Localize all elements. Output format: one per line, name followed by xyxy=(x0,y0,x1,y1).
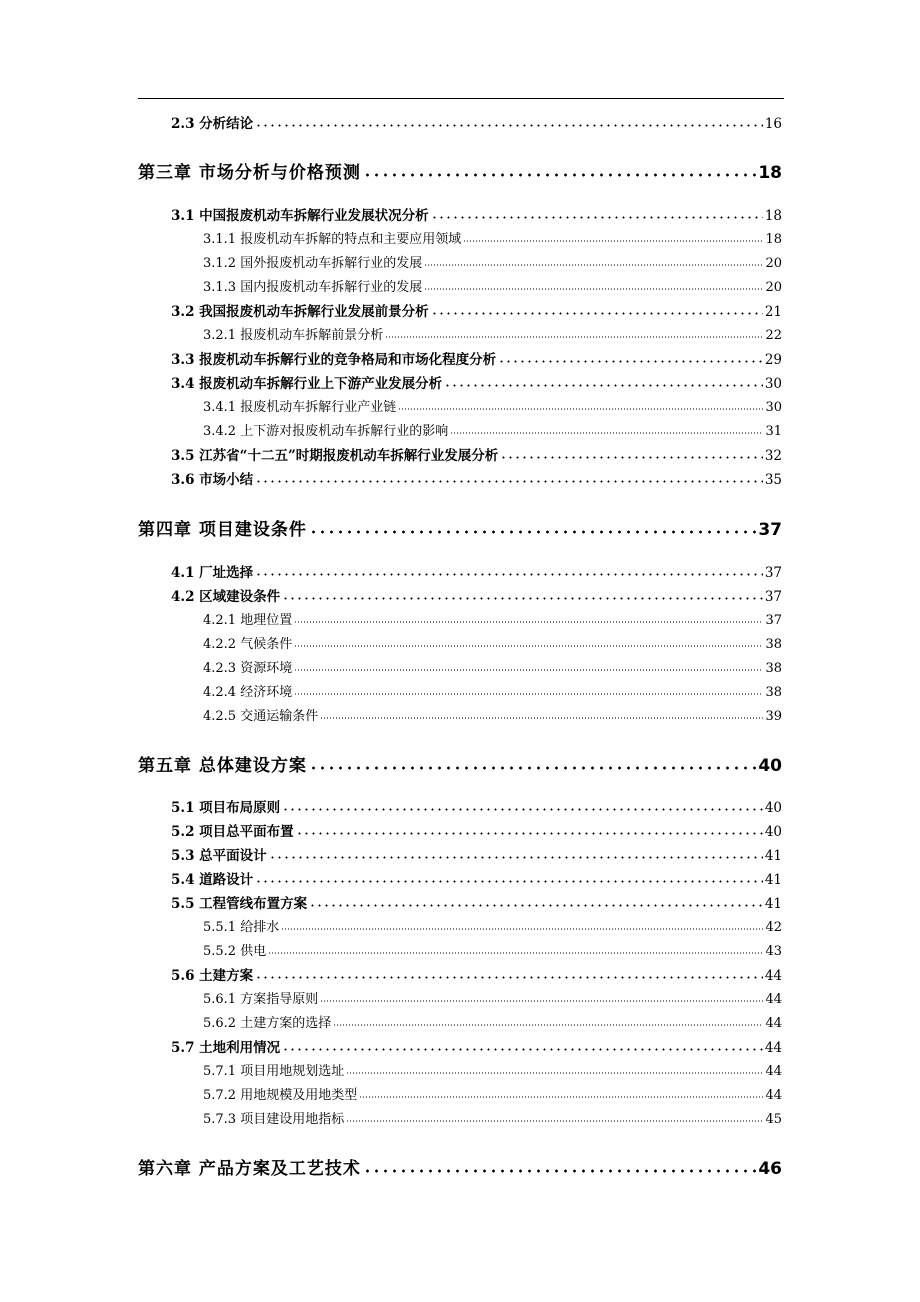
toc-entry-label: 5.7.1 项目用地规划选址 xyxy=(203,1064,345,1079)
toc-page-number: 38 xyxy=(765,661,782,676)
dot-leader xyxy=(268,952,763,954)
toc-section-entry[interactable] xyxy=(171,820,782,840)
toc-page-number: 44 xyxy=(765,1064,782,1079)
toc-page-number: 16 xyxy=(764,116,782,132)
dot-leader xyxy=(363,1169,756,1173)
toc-page-number: 32 xyxy=(764,448,782,464)
toc-entry-label: 5.5.1 给排水 xyxy=(203,920,280,935)
toc-page-number: 21 xyxy=(764,304,782,320)
toc-subsection-entry[interactable] xyxy=(203,1084,782,1103)
toc-page-number: 20 xyxy=(765,280,782,295)
toc-subsection-entry[interactable] xyxy=(203,609,782,628)
toc-section-entry[interactable] xyxy=(171,844,782,864)
toc-entry-label: 3.1.3 国内报废机动车拆解行业的发展 xyxy=(203,280,423,295)
dot-leader xyxy=(463,240,763,242)
dot-leader xyxy=(320,1000,763,1002)
toc-page-number: 38 xyxy=(765,637,782,652)
toc-page-number: 44 xyxy=(764,1040,782,1056)
toc-entry-label: 4.2.4 经济环境 xyxy=(203,685,293,700)
toc-section-entry[interactable] xyxy=(171,112,782,132)
toc-section-entry[interactable] xyxy=(171,348,782,368)
dot-leader xyxy=(500,456,763,459)
toc-section-entry[interactable] xyxy=(171,964,782,984)
toc-subsection-entry[interactable] xyxy=(203,705,782,724)
toc-entry-label: 4.2.1 地理位置 xyxy=(203,613,293,628)
toc-entry-label: 第六章 产品方案及工艺技术 xyxy=(138,1159,361,1179)
dot-leader xyxy=(255,880,763,883)
toc-page-number: 39 xyxy=(765,709,782,724)
toc-page-number: 45 xyxy=(765,1112,782,1127)
dot-leader xyxy=(385,336,763,338)
dot-leader xyxy=(498,360,763,363)
toc-page-number: 22 xyxy=(765,328,782,343)
toc-entry-label: 5.3 总平面设计 xyxy=(171,848,267,864)
toc-section-entry[interactable] xyxy=(171,204,782,224)
dot-leader xyxy=(431,312,763,315)
toc-subsection-entry[interactable] xyxy=(203,1012,782,1031)
toc-page-number: 20 xyxy=(765,256,782,271)
dot-leader xyxy=(309,530,756,534)
toc-entry-label: 3.2 我国报废机动车拆解行业发展前景分析 xyxy=(171,304,429,320)
toc-subsection-entry[interactable] xyxy=(203,228,782,247)
toc-subsection-entry[interactable] xyxy=(203,1060,782,1079)
toc-page-number: 41 xyxy=(764,848,782,864)
toc-entry-label: 2.3 分析结论 xyxy=(171,116,254,132)
toc-page-number: 40 xyxy=(764,824,782,840)
toc-entry-label: 4.2.2 气候条件 xyxy=(203,637,293,652)
toc-page-number: 41 xyxy=(764,896,782,912)
toc-entry-label: 4.2.3 资源环境 xyxy=(203,661,293,676)
dot-leader xyxy=(346,1120,763,1122)
toc-entry-label: 3.5 江苏省“十二五”时期报废机动车拆解行业发展分析 xyxy=(171,448,499,464)
toc-entry-label: 5.7 土地利用情况 xyxy=(171,1040,281,1056)
toc-chapter-entry[interactable] xyxy=(138,751,782,776)
toc-subsection-entry[interactable] xyxy=(203,324,782,343)
toc-entry-label: 4.2 区域建设条件 xyxy=(171,589,281,605)
toc-entry-label: 3.6 市场小结 xyxy=(171,472,254,488)
dot-leader xyxy=(363,173,756,177)
toc-subsection-entry[interactable] xyxy=(203,420,782,439)
dot-leader xyxy=(320,717,763,719)
dot-leader xyxy=(309,904,763,907)
toc-page-number: 37 xyxy=(764,589,782,605)
toc-section-entry[interactable] xyxy=(171,561,782,581)
toc-entry-label: 5.4 道路设计 xyxy=(171,872,254,888)
toc-section-entry[interactable] xyxy=(171,372,782,392)
toc-chapter-entry[interactable] xyxy=(138,158,782,183)
toc-page-number: 37 xyxy=(765,613,782,628)
toc-entry-label: 5.1 项目布局原则 xyxy=(171,800,281,816)
dot-leader xyxy=(294,693,763,695)
toc-page-number: 38 xyxy=(765,685,782,700)
header-rule xyxy=(138,98,784,99)
toc-section-entry[interactable] xyxy=(171,468,782,488)
toc-subsection-entry[interactable] xyxy=(203,396,782,415)
toc-entry-label: 5.6.1 方案指导原则 xyxy=(203,992,319,1007)
toc-subsection-entry[interactable] xyxy=(203,681,782,700)
toc-page-number: 44 xyxy=(765,1088,782,1103)
dot-leader xyxy=(424,288,763,290)
toc-subsection-entry[interactable] xyxy=(203,988,782,1007)
toc-subsection-entry[interactable] xyxy=(203,252,782,271)
toc-entry-label: 3.4.2 上下游对报废机动车拆解行业的影响 xyxy=(203,424,449,439)
dot-leader xyxy=(255,480,763,483)
toc-section-entry[interactable] xyxy=(171,444,782,464)
toc-subsection-entry[interactable] xyxy=(203,276,782,295)
dot-leader xyxy=(296,832,763,835)
toc-entry-label: 5.6.2 土建方案的选择 xyxy=(203,1016,332,1031)
toc-page-number: 18 xyxy=(764,208,782,224)
toc-page-number: 30 xyxy=(765,400,782,415)
toc-page-number: 37 xyxy=(764,565,782,581)
dot-leader xyxy=(294,645,763,647)
toc-entry-label: 3.4.1 报废机动车拆解行业产业链 xyxy=(203,400,397,415)
toc-chapter-entry[interactable] xyxy=(138,1154,782,1179)
toc-subsection-entry[interactable] xyxy=(203,1108,782,1127)
toc-page-number: 40 xyxy=(764,800,782,816)
toc-entry-label: 5.2 项目总平面布置 xyxy=(171,824,294,840)
toc-page-number: 29 xyxy=(764,352,782,368)
toc-entry-label: 3.1 中国报废机动车拆解行业发展状况分析 xyxy=(171,208,429,224)
toc-entry-label: 5.6 土建方案 xyxy=(171,968,254,984)
toc-entry-label: 4.1 厂址选择 xyxy=(171,565,254,581)
dot-leader xyxy=(255,124,763,127)
dot-leader xyxy=(294,621,763,623)
toc-entry-label: 第五章 总体建设方案 xyxy=(138,756,307,776)
dot-leader xyxy=(255,573,763,576)
dot-leader xyxy=(282,808,763,811)
toc-section-entry[interactable] xyxy=(171,300,782,320)
toc-page-number: 18 xyxy=(765,232,782,247)
toc-page-number: 30 xyxy=(764,376,782,392)
dot-leader xyxy=(450,432,763,434)
toc-page-number: 43 xyxy=(765,944,782,959)
toc-page-number: 35 xyxy=(764,472,782,488)
dot-leader xyxy=(269,856,763,859)
toc-entry-label: 5.5 工程管线布置方案 xyxy=(171,896,308,912)
toc-section-entry[interactable] xyxy=(171,868,782,888)
dot-leader xyxy=(333,1024,763,1026)
toc-subsection-entry[interactable] xyxy=(203,916,782,935)
toc-section-entry[interactable] xyxy=(171,892,782,912)
dot-leader xyxy=(282,1048,763,1051)
dot-leader xyxy=(346,1072,763,1074)
toc-page-number: 44 xyxy=(765,992,782,1007)
dot-leader xyxy=(398,408,763,410)
toc-page-number: 44 xyxy=(765,1016,782,1031)
toc-entry-label: 3.2.1 报废机动车拆解前景分析 xyxy=(203,328,384,343)
toc-subsection-entry[interactable] xyxy=(203,657,782,676)
toc-chapter-entry[interactable] xyxy=(138,515,782,540)
toc-entry-label: 3.1.2 国外报废机动车拆解行业的发展 xyxy=(203,256,423,271)
toc-page-number: 41 xyxy=(764,872,782,888)
dot-leader xyxy=(359,1096,763,1098)
dot-leader xyxy=(424,264,763,266)
toc-entry-label: 5.7.2 用地规模及用地类型 xyxy=(203,1088,358,1103)
toc-entry-label: 3.3 报废机动车拆解行业的竞争格局和市场化程度分析 xyxy=(171,352,497,368)
toc-page-number: 44 xyxy=(764,968,782,984)
toc-page-number: 18 xyxy=(758,163,782,183)
dot-leader xyxy=(444,384,763,387)
toc-subsection-entry[interactable] xyxy=(203,633,782,652)
toc-section-entry[interactable] xyxy=(171,585,782,605)
toc-entry-label: 5.7.3 项目建设用地指标 xyxy=(203,1112,345,1127)
toc-subsection-entry[interactable] xyxy=(203,940,782,959)
toc-entry-label: 5.5.2 供电 xyxy=(203,944,267,959)
dot-leader xyxy=(282,597,763,600)
toc-page-number: 37 xyxy=(758,520,782,540)
toc-section-entry[interactable] xyxy=(171,1036,782,1056)
dot-leader xyxy=(294,669,763,671)
dot-leader xyxy=(309,766,756,770)
toc-entry-label: 第四章 项目建设条件 xyxy=(138,520,307,540)
toc-page-number: 42 xyxy=(765,920,782,935)
toc-page-number: 40 xyxy=(758,756,782,776)
toc-entry-label: 4.2.5 交通运输条件 xyxy=(203,709,319,724)
dot-leader xyxy=(281,928,763,930)
toc-entry-label: 3.4 报废机动车拆解行业上下游产业发展分析 xyxy=(171,376,443,392)
toc-section-entry[interactable] xyxy=(171,796,782,816)
toc-entry-label: 第三章 市场分析与价格预测 xyxy=(138,163,361,183)
dot-leader xyxy=(431,216,763,219)
toc-page-number: 31 xyxy=(765,424,782,439)
dot-leader xyxy=(255,976,763,979)
toc-page-number: 46 xyxy=(758,1159,782,1179)
toc-entry-label: 3.1.1 报废机动车拆解的特点和主要应用领域 xyxy=(203,232,462,247)
